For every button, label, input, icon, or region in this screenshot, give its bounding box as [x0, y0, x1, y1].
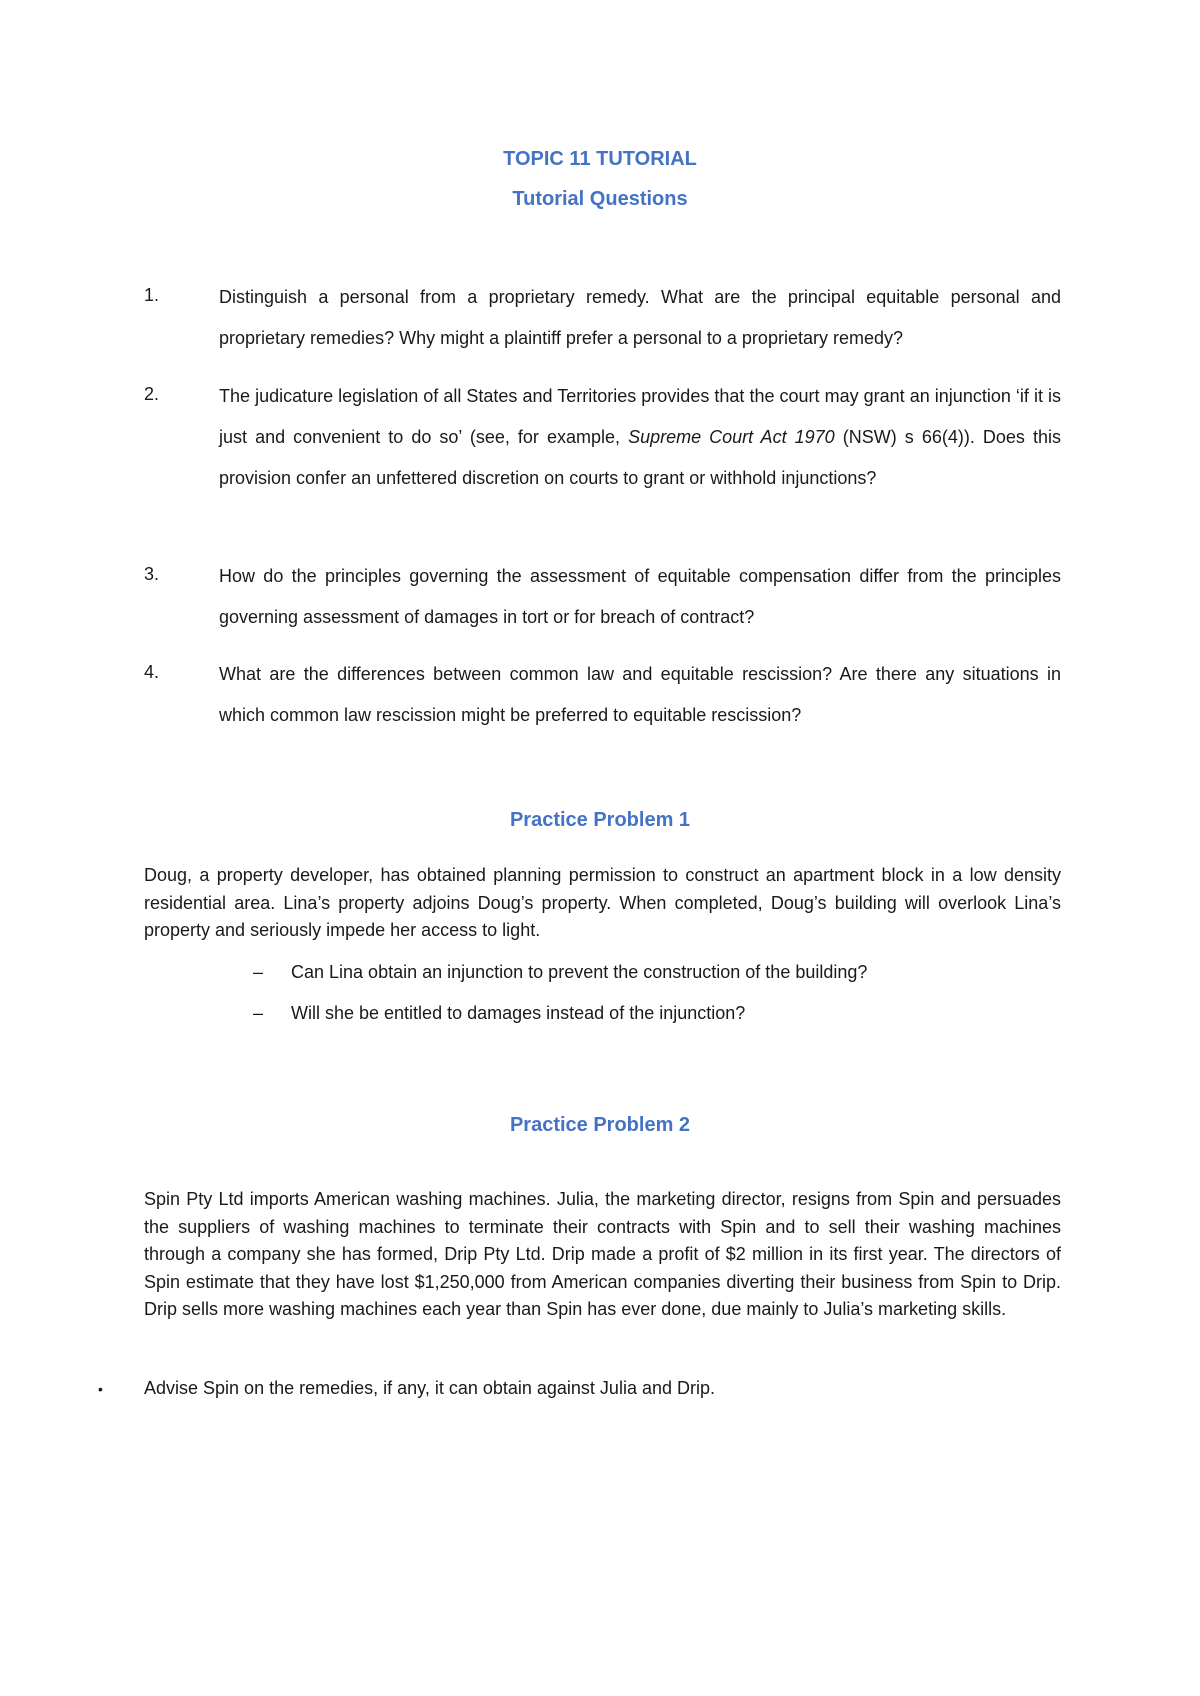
question-number: 4.: [144, 662, 160, 682]
question-1-text: Distinguish a personal from a proprietary remedy. What are the principal equitable personal and proprietary remedies? Why might a plaintiff prefer a personal to a proprietary remedy?: [219, 287, 1061, 348]
question-number: 2.: [144, 384, 160, 404]
question-3-text: How do the principles governing the assessment of equitable compensation differ from the principles governing assessment of damages in tort or for breach of contract?: [219, 566, 1061, 627]
practice-problem-1-heading: Practice Problem 1: [509, 809, 691, 831]
dash-bullet: –: [253, 962, 264, 982]
topic-title: TOPIC 11 TUTORIAL: [503, 148, 697, 170]
question-text: [219, 556, 1061, 638]
question-number: 1.: [144, 285, 160, 305]
practice-problem-1-body: Doug, a property developer, has obtained planning permission to construct an apartment block in a low density residential area. Lina’s property adjoins Doug’s property. When completed, Doug’s building will overlook Lina’s property and seriously impede her access to light.: [144, 865, 1061, 940]
question-4-text: What are the differences between common law and equitable rescission? Are there any situations in which common law rescission might be preferred to equitable rescission?: [219, 664, 1061, 725]
statute-name: Supreme Court Act 1970: [628, 427, 835, 447]
bullet-point: •: [98, 1381, 103, 1397]
dash-bullet: –: [253, 1003, 264, 1023]
question-number: 3.: [144, 564, 160, 584]
question-2-text-b: (NSW) s 66(4)). Does this provision confer an unfettered discretion on courts to grant or withhold injunctions?: [219, 427, 1061, 488]
practice-problem-2-heading: Practice Problem 2: [509, 1114, 691, 1136]
practice-problem-2-body: Spin Pty Ltd imports American washing machines. Julia, the marketing director, resigns from Spin and persuades the suppliers of washing machines to terminate their contracts with Spin and to sell their washing machines through a company she has formed, Drip Pty Ltd. Drip made a profit of $2 million in its first year. The directors of Spin estimate that they have lost $1,250,000 from American companies diverting their business from Spin to Drip. Drip sells more washing machines each year than Spin has ever done, due mainly to Julia’s marketing skills.: [144, 1189, 1061, 1319]
problem-1-question: Will she be entitled to damages instead of the injunction?: [291, 1003, 746, 1023]
problem-1-question: Can Lina obtain an injunction to prevent the construction of the building?: [291, 962, 868, 982]
question-2-text-a: The judicature legislation of all States and Territories provides that the court may grant an injunction ‘if it is just and convenient to do so’ (see, for example,: [219, 386, 1061, 447]
question-text: [219, 277, 1061, 359]
question-text: [219, 654, 1061, 736]
problem-2-task: Advise Spin on the remedies, if any, it can obtain against Julia and Drip.: [144, 1378, 715, 1398]
subtitle: Tutorial Questions: [512, 188, 688, 210]
question-text: [219, 376, 1061, 499]
